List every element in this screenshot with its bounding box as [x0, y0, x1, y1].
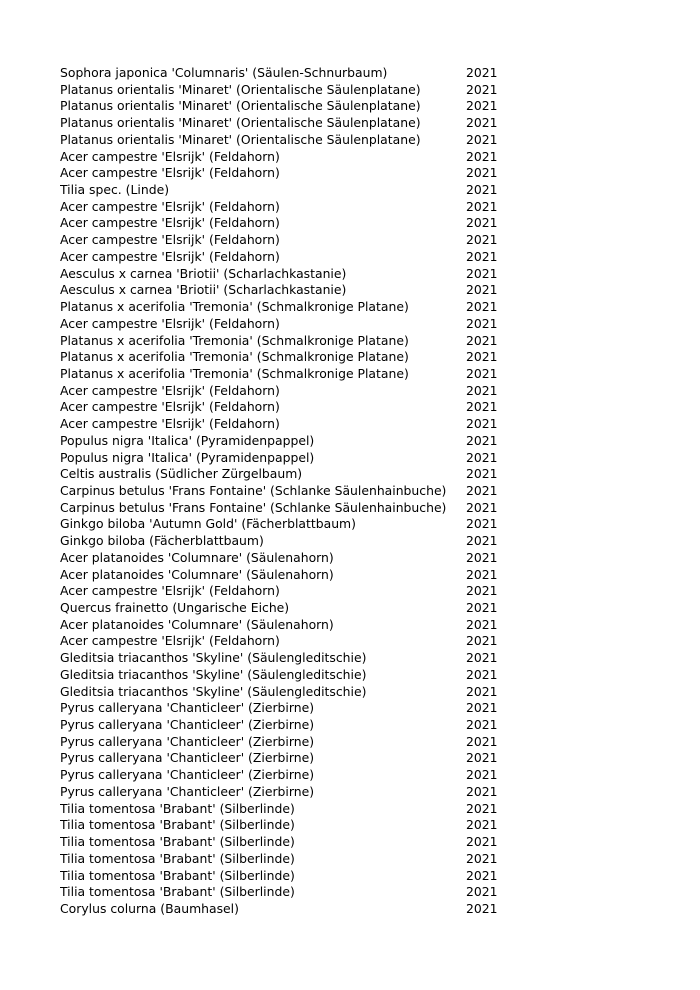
tree-species-name: Ginkgo biloba 'Autumn Gold' (Fächerblattbaum)	[60, 516, 356, 532]
tree-species-name: Acer campestre 'Elsrijk' (Feldahorn)	[60, 232, 280, 248]
tree-species-name: Pyrus calleryana 'Chanticleer' (Zierbirne)	[60, 783, 315, 799]
planting-year: 2021	[466, 700, 498, 716]
tree-species-name: Acer campestre 'Elsrijk' (Feldahorn)	[60, 215, 280, 231]
planting-year: 2021	[466, 98, 498, 114]
tree-species-name: Tilia tomentosa 'Brabant' (Silberlinde)	[60, 850, 295, 866]
tree-species-name: Pyrus calleryana 'Chanticleer' (Zierbirne)	[60, 717, 315, 733]
table-row	[60, 115, 520, 132]
planting-year: 2021	[466, 65, 498, 80]
tree-species-name: Acer campestre 'Elsrijk' (Feldahorn)	[60, 148, 280, 164]
tree-species-name: Acer campestre 'Elsrijk' (Feldahorn)	[60, 165, 280, 181]
planting-year: 2021	[466, 215, 498, 231]
tree-species-name: Platanus orientalis 'Minaret' (Orientalische Säulenplatane)	[60, 131, 421, 147]
planting-year: 2021	[466, 265, 498, 281]
table-row	[60, 249, 520, 266]
table-row	[60, 817, 520, 834]
table-row	[60, 182, 520, 199]
planting-year: 2021	[466, 382, 498, 398]
tree-species-name: Acer campestre 'Elsrijk' (Feldahorn)	[60, 583, 280, 599]
planting-year: 2021	[466, 783, 498, 799]
planting-year: 2021	[466, 633, 498, 649]
table-row	[60, 901, 520, 918]
table-row	[60, 333, 520, 350]
tree-species-name: Acer campestre 'Elsrijk' (Feldahorn)	[60, 416, 280, 432]
tree-species-name: Gleditsia triacanthos 'Skyline' (Säulengleditschie)	[60, 683, 367, 699]
planting-year: 2021	[466, 466, 498, 482]
table-row	[60, 416, 520, 433]
tree-species-name: Tilia tomentosa 'Brabant' (Silberlinde)	[60, 834, 295, 850]
tree-species-name: Sophora japonica 'Columnaris' (Säulen-Schnurbaum)	[60, 65, 388, 80]
planting-year: 2021	[466, 349, 498, 365]
planting-year: 2021	[466, 850, 498, 866]
planting-year: 2021	[466, 282, 498, 298]
tree-species-name: Tilia spec. (Linde)	[60, 182, 170, 198]
table-row	[60, 784, 520, 801]
planting-year: 2021	[466, 131, 498, 147]
table-row	[60, 516, 520, 533]
tree-species-name: Platanus orientalis 'Minaret' (Orientalische Säulenplatane)	[60, 115, 421, 131]
tree-species-name: Acer campestre 'Elsrijk' (Feldahorn)	[60, 315, 280, 331]
planting-year: 2021	[466, 165, 498, 181]
table-row	[60, 700, 520, 717]
table-row	[60, 132, 520, 149]
planting-year: 2021	[466, 365, 498, 381]
table-row	[60, 567, 520, 584]
table-row	[60, 199, 520, 216]
planting-year: 2021	[466, 533, 498, 549]
planting-year: 2021	[466, 248, 498, 264]
tree-species-name: Acer platanoides 'Columnare' (Säulenahorn)	[60, 549, 334, 565]
table-row	[60, 299, 520, 316]
planting-year: 2021	[466, 834, 498, 850]
table-row	[60, 617, 520, 634]
tree-species-name: Tilia tomentosa 'Brabant' (Silberlinde)	[60, 884, 295, 900]
table-row	[60, 667, 520, 684]
planting-year: 2021	[466, 432, 498, 448]
table-row	[60, 82, 520, 99]
table-row	[60, 266, 520, 283]
table-row	[60, 65, 520, 82]
tree-species-name: Platanus orientalis 'Minaret' (Orientalische Säulenplatane)	[60, 98, 421, 114]
table-row	[60, 383, 520, 400]
planting-year: 2021	[466, 499, 498, 515]
tree-species-name: Ginkgo biloba (Fächerblattbaum)	[60, 533, 264, 549]
planting-year: 2021	[466, 482, 498, 498]
table-row	[60, 483, 520, 500]
planting-year: 2021	[466, 148, 498, 164]
planting-year: 2021	[466, 299, 498, 315]
planting-year: 2021	[466, 900, 498, 916]
planting-year: 2021	[466, 616, 498, 632]
planting-year: 2021	[466, 416, 498, 432]
planting-year: 2021	[466, 516, 498, 532]
tree-species-name: Carpinus betulus 'Frans Fontaine' (Schlanke Säulenhainbuche)	[60, 499, 447, 515]
tree-species-name: Tilia tomentosa 'Brabant' (Silberlinde)	[60, 817, 295, 833]
planting-year: 2021	[466, 583, 498, 599]
tree-species-name: Pyrus calleryana 'Chanticleer' (Zierbirne)	[60, 700, 315, 716]
tree-species-name: Acer platanoides 'Columnare' (Säulenahorn)	[60, 566, 334, 582]
table-row	[60, 366, 520, 383]
planting-year: 2021	[466, 600, 498, 615]
tree-species-name: Gleditsia triacanthos 'Skyline' (Säulengleditschie)	[60, 666, 367, 682]
planting-year: 2021	[466, 867, 498, 883]
tree-species-name: Tilia tomentosa 'Brabant' (Silberlinde)	[60, 800, 295, 816]
planting-year: 2021	[466, 683, 498, 699]
tree-species-name: Aesculus x carnea 'Briotii' (Scharlachkastanie)	[60, 265, 347, 281]
table-row	[60, 600, 520, 617]
table-row	[60, 433, 520, 450]
planting-year: 2021	[466, 399, 498, 415]
table-row	[60, 550, 520, 567]
table-row	[60, 801, 520, 818]
tree-species-name: Acer campestre 'Elsrijk' (Feldahorn)	[60, 633, 280, 649]
tree-species-name: Populus nigra 'Italica' (Pyramidenpappel)	[60, 449, 315, 465]
planting-year: 2021	[466, 232, 498, 248]
planting-year: 2021	[466, 198, 498, 214]
planting-year: 2021	[466, 315, 498, 331]
tree-species-name: Quercus frainetto (Ungarische Eiche)	[60, 600, 290, 615]
table-row	[60, 851, 520, 868]
planting-year: 2021	[466, 115, 498, 131]
tree-species-name: Platanus x acerifolia 'Tremonia' (Schmalkronige Platane)	[60, 332, 409, 348]
tree-species-name: Platanus orientalis 'Minaret' (Orientalische Säulenplatane)	[60, 81, 421, 97]
table-row	[60, 868, 520, 885]
tree-species-name: Acer campestre 'Elsrijk' (Feldahorn)	[60, 399, 280, 415]
table-row	[60, 98, 520, 115]
planting-year: 2021	[466, 800, 498, 816]
tree-list-table	[60, 65, 520, 918]
table-row	[60, 399, 520, 416]
tree-species-name: Gleditsia triacanthos 'Skyline' (Säulengleditschie)	[60, 650, 367, 666]
tree-species-name: Pyrus calleryana 'Chanticleer' (Zierbirne)	[60, 767, 315, 783]
table-row	[60, 533, 520, 550]
planting-year: 2021	[466, 717, 498, 733]
table-row	[60, 450, 520, 467]
table-row	[60, 165, 520, 182]
tree-species-name: Aesculus x carnea 'Briotii' (Scharlachkastanie)	[60, 282, 347, 298]
table-row	[60, 633, 520, 650]
table-row	[60, 316, 520, 333]
tree-species-name: Acer campestre 'Elsrijk' (Feldahorn)	[60, 198, 280, 214]
planting-year: 2021	[466, 332, 498, 348]
planting-year: 2021	[466, 666, 498, 682]
tree-species-name: Platanus x acerifolia 'Tremonia' (Schmalkronige Platane)	[60, 299, 409, 315]
planting-year: 2021	[466, 650, 498, 666]
table-row	[60, 734, 520, 751]
table-row	[60, 717, 520, 734]
table-row	[60, 834, 520, 851]
table-row	[60, 583, 520, 600]
planting-year: 2021	[466, 817, 498, 833]
table-row	[60, 215, 520, 232]
tree-species-name: Platanus x acerifolia 'Tremonia' (Schmalkronige Platane)	[60, 365, 409, 381]
table-row	[60, 349, 520, 366]
planting-year: 2021	[466, 750, 498, 766]
tree-species-name: Pyrus calleryana 'Chanticleer' (Zierbirne)	[60, 750, 315, 766]
planting-year: 2021	[466, 449, 498, 465]
table-row	[60, 684, 520, 701]
tree-species-name: Acer platanoides 'Columnare' (Säulenahorn)	[60, 616, 334, 632]
table-row	[60, 767, 520, 784]
tree-species-name: Platanus x acerifolia 'Tremonia' (Schmalkronige Platane)	[60, 349, 409, 365]
planting-year: 2021	[466, 549, 498, 565]
tree-species-name: Tilia tomentosa 'Brabant' (Silberlinde)	[60, 867, 295, 883]
planting-year: 2021	[466, 767, 498, 783]
table-row	[60, 232, 520, 249]
table-row	[60, 500, 520, 517]
planting-year: 2021	[466, 182, 498, 198]
table-row	[60, 149, 520, 166]
tree-species-name: Corylus colurna (Baumhasel)	[60, 900, 239, 916]
tree-species-name: Acer campestre 'Elsrijk' (Feldahorn)	[60, 248, 280, 264]
tree-species-name: Populus nigra 'Italica' (Pyramidenpappel)	[60, 432, 315, 448]
tree-species-name: Pyrus calleryana 'Chanticleer' (Zierbirne)	[60, 733, 315, 749]
tree-species-name: Acer campestre 'Elsrijk' (Feldahorn)	[60, 382, 280, 398]
table-row	[60, 750, 520, 767]
table-row	[60, 884, 520, 901]
planting-year: 2021	[466, 884, 498, 900]
tree-species-name: Carpinus betulus 'Frans Fontaine' (Schlanke Säulenhainbuche)	[60, 482, 447, 498]
table-row	[60, 650, 520, 667]
planting-year: 2021	[466, 733, 498, 749]
table-row	[60, 282, 520, 299]
table-row	[60, 466, 520, 483]
tree-species-name: Celtis australis (Südlicher Zürgelbaum)	[60, 466, 303, 482]
planting-year: 2021	[466, 566, 498, 582]
planting-year: 2021	[466, 81, 498, 97]
